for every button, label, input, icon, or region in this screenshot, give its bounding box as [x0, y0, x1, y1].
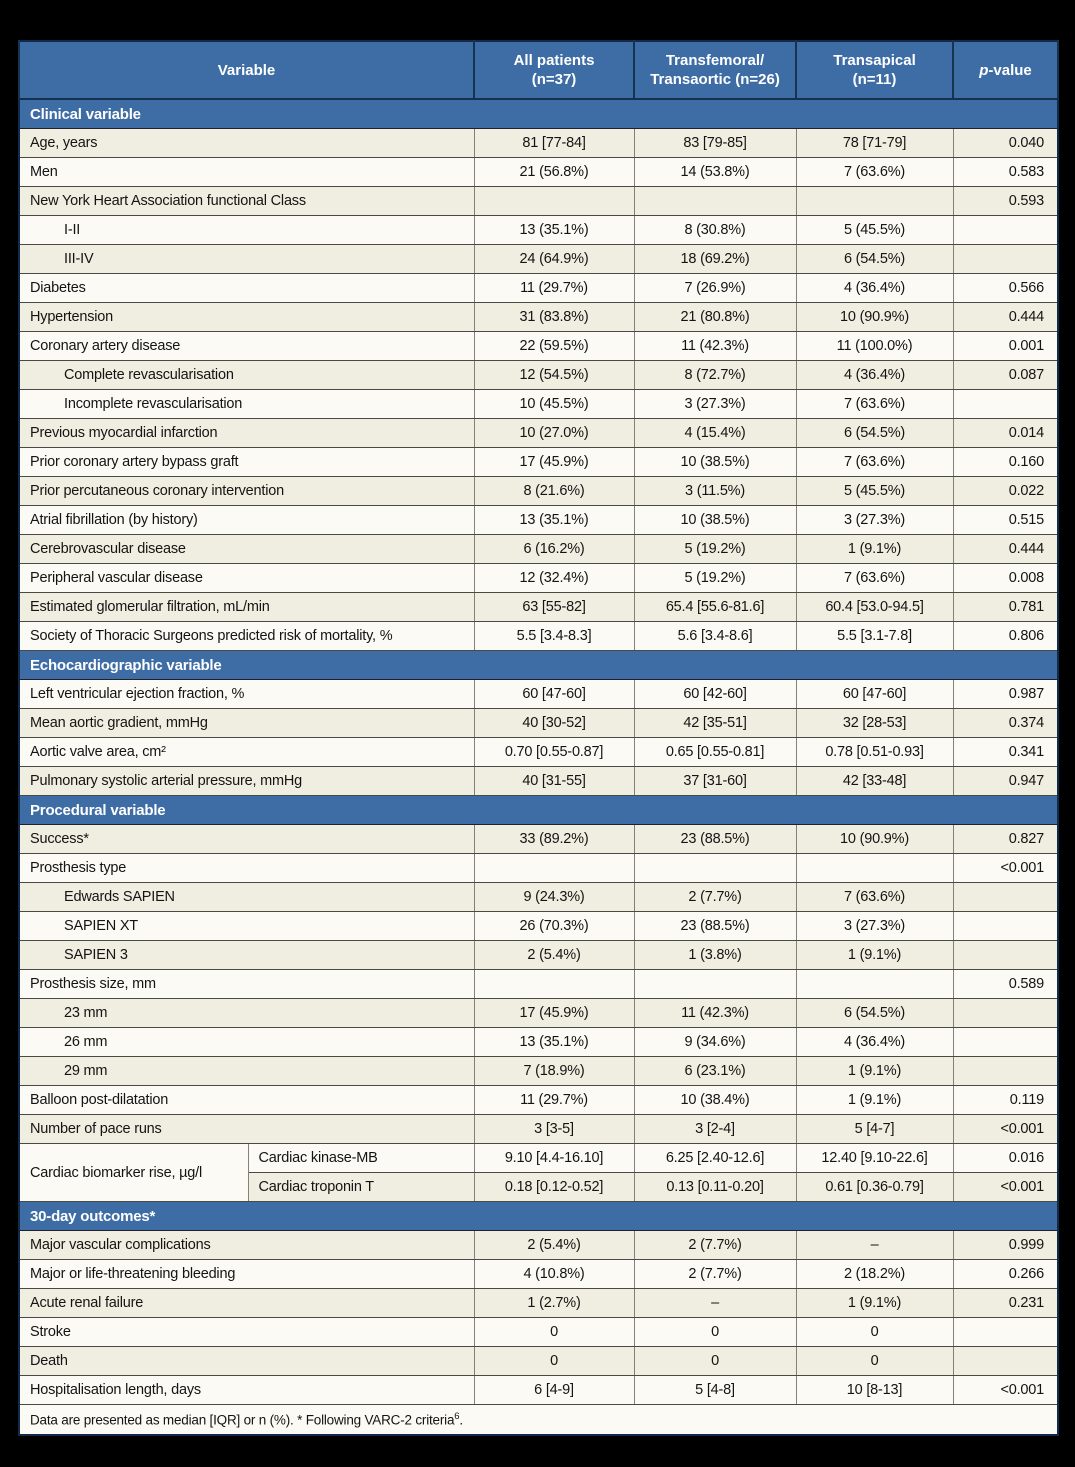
cell-all-patients: 4 (10.8%)	[474, 1260, 634, 1289]
row-label: III-IV	[19, 245, 474, 274]
cell-transfemoral-transaortic: 23 (88.5%)	[634, 825, 796, 854]
table-row	[19, 680, 1058, 709]
row-label: Major or life-threatening bleeding	[19, 1260, 474, 1289]
row-label: Atrial fibrillation (by history)	[19, 506, 474, 535]
cell-p-value	[953, 1347, 1058, 1376]
cell-transfemoral-transaortic: 10 (38.5%)	[634, 506, 796, 535]
cell-transfemoral-transaortic: 23 (88.5%)	[634, 912, 796, 941]
cell-p-value: 0.444	[953, 303, 1058, 332]
cell-transfemoral-transaortic: 0.65 [0.55-0.81]	[634, 738, 796, 767]
section-header: 30-day outcomes*	[19, 1202, 1058, 1231]
cell-all-patients: 7 (18.9%)	[474, 1057, 634, 1086]
cell-transfemoral-transaortic: 3 (11.5%)	[634, 477, 796, 506]
row-label: Acute renal failure	[19, 1289, 474, 1318]
table-row	[19, 883, 1058, 912]
row-label: SAPIEN XT	[19, 912, 474, 941]
row-label: New York Heart Association functional Class	[19, 187, 474, 216]
row-label: Coronary artery disease	[19, 332, 474, 361]
cell-p-value: 0.119	[953, 1086, 1058, 1115]
cell-transapical: 11 (100.0%)	[796, 332, 953, 361]
cell-transapical: 10 (90.9%)	[796, 303, 953, 332]
cell-transapical: 0.61 [0.36-0.79]	[796, 1173, 953, 1202]
cell-transapical: 7 (63.6%)	[796, 390, 953, 419]
column-header-transfemoral-transaortic	[634, 41, 796, 99]
cell-all-patients: 60 [47-60]	[474, 680, 634, 709]
row-label: Edwards SAPIEN	[19, 883, 474, 912]
cell-p-value: 0.160	[953, 448, 1058, 477]
row-label: Cardiac troponin T	[248, 1173, 474, 1202]
cell-all-patients: 13 (35.1%)	[474, 216, 634, 245]
table-row	[19, 303, 1058, 332]
row-label: Prosthesis size, mm	[19, 970, 474, 999]
cell-all-patients: 40 [31-55]	[474, 767, 634, 796]
cell-transfemoral-transaortic: 5.6 [3.4-8.6]	[634, 622, 796, 651]
row-label: Previous myocardial infarction	[19, 419, 474, 448]
row-label: Aortic valve area, cm²	[19, 738, 474, 767]
cell-p-value: 0.583	[953, 158, 1058, 187]
table-body	[19, 99, 1058, 1405]
cell-transapical: 1 (9.1%)	[796, 1057, 953, 1086]
cell-p-value: 0.266	[953, 1260, 1058, 1289]
cell-p-value: 0.987	[953, 680, 1058, 709]
row-label: Age, years	[19, 129, 474, 158]
cell-all-patients	[474, 187, 634, 216]
cell-transfemoral-transaortic: 5 (19.2%)	[634, 564, 796, 593]
table-row	[19, 767, 1058, 796]
header-line: (n=37)	[531, 71, 577, 88]
cell-all-patients: 33 (89.2%)	[474, 825, 634, 854]
cell-transapical	[796, 187, 953, 216]
cell-transapical: 0.78 [0.51-0.93]	[796, 738, 953, 767]
table-row	[19, 129, 1058, 158]
cell-transapical: 2 (18.2%)	[796, 1260, 953, 1289]
cell-p-value: 0.444	[953, 535, 1058, 564]
cell-p-value: <0.001	[953, 1173, 1058, 1202]
row-label: Major vascular complications	[19, 1231, 474, 1260]
cell-p-value: 0.589	[953, 970, 1058, 999]
row-label: Hypertension	[19, 303, 474, 332]
section-header: Echocardiographic variable	[19, 651, 1058, 680]
cell-all-patients	[474, 970, 634, 999]
row-label: Death	[19, 1347, 474, 1376]
table-row	[19, 1318, 1058, 1347]
row-label: Hospitalisation length, days	[19, 1376, 474, 1405]
cell-all-patients: 3 [3-5]	[474, 1115, 634, 1144]
cell-transfemoral-transaortic: 8 (72.7%)	[634, 361, 796, 390]
cell-transfemoral-transaortic: 11 (42.3%)	[634, 332, 796, 361]
header-line: Transfemoral/	[665, 52, 765, 69]
cell-transfemoral-transaortic: 7 (26.9%)	[634, 274, 796, 303]
cell-transfemoral-transaortic: 1 (3.8%)	[634, 941, 796, 970]
cell-transapical: 32 [28-53]	[796, 709, 953, 738]
cell-all-patients: 2 (5.4%)	[474, 941, 634, 970]
cell-all-patients: 31 (83.8%)	[474, 303, 634, 332]
table-footnote	[19, 1405, 1058, 1436]
cell-all-patients: 1 (2.7%)	[474, 1289, 634, 1318]
row-label: 29 mm	[19, 1057, 474, 1086]
row-label: Success*	[19, 825, 474, 854]
cell-p-value	[953, 1318, 1058, 1347]
header-line: Transaortic (n=26)	[650, 71, 780, 88]
cell-all-patients	[474, 854, 634, 883]
cell-p-value: 0.566	[953, 274, 1058, 303]
cell-transapical: 7 (63.6%)	[796, 883, 953, 912]
cell-transapical: 6 (54.5%)	[796, 419, 953, 448]
table-row	[19, 448, 1058, 477]
row-label: Mean aortic gradient, mmHg	[19, 709, 474, 738]
cell-transapical: 0	[796, 1347, 953, 1376]
cell-all-patients: 0	[474, 1347, 634, 1376]
row-label: 26 mm	[19, 1028, 474, 1057]
cell-transfemoral-transaortic: 0.13 [0.11-0.20]	[634, 1173, 796, 1202]
row-label: Men	[19, 158, 474, 187]
cell-transfemoral-transaortic: 60 [42-60]	[634, 680, 796, 709]
table-row	[19, 245, 1058, 274]
table-row	[19, 1057, 1058, 1086]
cell-transapical: 0	[796, 1318, 953, 1347]
cell-p-value: 0.231	[953, 1289, 1058, 1318]
cell-transapical: 3 (27.3%)	[796, 506, 953, 535]
row-label: 23 mm	[19, 999, 474, 1028]
cell-transfemoral-transaortic: 37 [31-60]	[634, 767, 796, 796]
table-row	[19, 1347, 1058, 1376]
cell-transapical	[796, 854, 953, 883]
cell-all-patients: 12 (54.5%)	[474, 361, 634, 390]
row-label: Cardiac kinase-MB	[248, 1144, 474, 1173]
cell-transfemoral-transaortic: –	[634, 1289, 796, 1318]
cell-p-value: 0.040	[953, 129, 1058, 158]
cell-transapical: 3 (27.3%)	[796, 912, 953, 941]
cell-p-value: 0.593	[953, 187, 1058, 216]
cell-transfemoral-transaortic	[634, 854, 796, 883]
table-row	[19, 1376, 1058, 1405]
cell-all-patients: 63 [55-82]	[474, 593, 634, 622]
section-header-row	[19, 651, 1058, 680]
cell-p-value: <0.001	[953, 1115, 1058, 1144]
cell-transfemoral-transaortic: 6 (23.1%)	[634, 1057, 796, 1086]
cell-all-patients: 13 (35.1%)	[474, 1028, 634, 1057]
cell-all-patients: 0	[474, 1318, 634, 1347]
footnote-reference-superscript: 6	[454, 1411, 460, 1423]
table-head	[19, 41, 1058, 99]
cell-transfemoral-transaortic: 42 [35-51]	[634, 709, 796, 738]
row-label: Peripheral vascular disease	[19, 564, 474, 593]
row-label: Estimated glomerular filtration, mL/min	[19, 593, 474, 622]
cell-p-value: 0.827	[953, 825, 1058, 854]
p-value-rest: -value	[988, 61, 1032, 79]
cell-transapical: 12.40 [9.10-22.6]	[796, 1144, 953, 1173]
cell-p-value	[953, 941, 1058, 970]
cell-all-patients: 26 (70.3%)	[474, 912, 634, 941]
section-header: Clinical variable	[19, 99, 1058, 129]
cell-transapical: 1 (9.1%)	[796, 941, 953, 970]
row-label: Diabetes	[19, 274, 474, 303]
cell-all-patients: 9 (24.3%)	[474, 883, 634, 912]
cell-all-patients: 10 (45.5%)	[474, 390, 634, 419]
row-label: Stroke	[19, 1318, 474, 1347]
table-row	[19, 274, 1058, 303]
row-label: Society of Thoracic Surgeons predicted risk of mortality, %	[19, 622, 474, 651]
cell-all-patients: 13 (35.1%)	[474, 506, 634, 535]
cell-all-patients: 11 (29.7%)	[474, 274, 634, 303]
row-group-label: Cardiac biomarker rise, µg/l	[19, 1144, 248, 1202]
table-row	[19, 941, 1058, 970]
column-header-variable	[19, 41, 474, 99]
cell-p-value	[953, 1028, 1058, 1057]
cell-transfemoral-transaortic: 5 [4-8]	[634, 1376, 796, 1405]
section-header: Procedural variable	[19, 796, 1058, 825]
cell-transfemoral-transaortic: 10 (38.4%)	[634, 1086, 796, 1115]
cell-all-patients: 2 (5.4%)	[474, 1231, 634, 1260]
table-row	[19, 1231, 1058, 1260]
table-footnote-row	[19, 1405, 1058, 1436]
cell-transapical: 1 (9.1%)	[796, 1086, 953, 1115]
row-label: Complete revascularisation	[19, 361, 474, 390]
cell-p-value: 0.008	[953, 564, 1058, 593]
cell-transapical: 42 [33-48]	[796, 767, 953, 796]
cell-transapical: 5 (45.5%)	[796, 477, 953, 506]
table-row	[19, 535, 1058, 564]
cell-transfemoral-transaortic: 5 (19.2%)	[634, 535, 796, 564]
cell-transapical: 6 (54.5%)	[796, 245, 953, 274]
cell-p-value	[953, 1057, 1058, 1086]
table-row	[19, 1115, 1058, 1144]
cell-transfemoral-transaortic: 4 (15.4%)	[634, 419, 796, 448]
outcomes-table	[18, 40, 1059, 1436]
cell-transapical: 60 [47-60]	[796, 680, 953, 709]
row-label: Prior coronary artery bypass graft	[19, 448, 474, 477]
cell-p-value: 0.374	[953, 709, 1058, 738]
cell-transapical: –	[796, 1231, 953, 1260]
table-row	[19, 709, 1058, 738]
row-label: Pulmonary systolic arterial pressure, mmHg	[19, 767, 474, 796]
row-label: Number of pace runs	[19, 1115, 474, 1144]
table-row	[19, 593, 1058, 622]
cell-transapical: 1 (9.1%)	[796, 535, 953, 564]
cell-transapical: 4 (36.4%)	[796, 361, 953, 390]
cell-p-value: 0.781	[953, 593, 1058, 622]
cell-all-patients: 22 (59.5%)	[474, 332, 634, 361]
cell-transapical: 6 (54.5%)	[796, 999, 953, 1028]
table-row	[19, 825, 1058, 854]
column-header-transapical	[796, 41, 953, 99]
cell-transfemoral-transaortic: 6.25 [2.40-12.6]	[634, 1144, 796, 1173]
cell-all-patients: 40 [30-52]	[474, 709, 634, 738]
cell-transapical	[796, 970, 953, 999]
cell-all-patients: 17 (45.9%)	[474, 448, 634, 477]
cell-transapical: 10 (90.9%)	[796, 825, 953, 854]
header-line: Transapical	[833, 52, 916, 69]
cell-p-value: <0.001	[953, 1376, 1058, 1405]
cell-transfemoral-transaortic: 3 [2-4]	[634, 1115, 796, 1144]
p-value-italic-p: p	[979, 61, 989, 79]
cell-all-patients: 8 (21.6%)	[474, 477, 634, 506]
cell-transfemoral-transaortic: 8 (30.8%)	[634, 216, 796, 245]
table-row	[19, 564, 1058, 593]
table-row	[19, 738, 1058, 767]
cell-all-patients: 10 (27.0%)	[474, 419, 634, 448]
cell-all-patients: 21 (56.8%)	[474, 158, 634, 187]
footnote-text: Data are presented as median [IQR] or n (%). * Following VARC-2 criteria	[30, 1412, 455, 1428]
cell-transapical: 7 (63.6%)	[796, 564, 953, 593]
table-row	[19, 1086, 1058, 1115]
cell-transfemoral-transaortic	[634, 970, 796, 999]
cell-transapical: 4 (36.4%)	[796, 1028, 953, 1057]
cell-p-value: 0.806	[953, 622, 1058, 651]
table-header-row	[19, 41, 1058, 99]
table-row	[19, 361, 1058, 390]
row-label: SAPIEN 3	[19, 941, 474, 970]
cell-p-value	[953, 216, 1058, 245]
cell-transapical: 1 (9.1%)	[796, 1289, 953, 1318]
row-label: Left ventricular ejection fraction, %	[19, 680, 474, 709]
table-row	[19, 216, 1058, 245]
cell-all-patients: 5.5 [3.4-8.3]	[474, 622, 634, 651]
row-label: Prosthesis type	[19, 854, 474, 883]
table-row	[19, 622, 1058, 651]
table-row	[19, 477, 1058, 506]
cell-transapical: 5 (45.5%)	[796, 216, 953, 245]
section-header-row	[19, 1202, 1058, 1231]
header-line: Variable	[217, 61, 276, 79]
cell-transfemoral-transaortic: 10 (38.5%)	[634, 448, 796, 477]
table-row	[19, 187, 1058, 216]
cell-transapical: 7 (63.6%)	[796, 448, 953, 477]
table-row	[19, 912, 1058, 941]
cell-all-patients: 81 [77-84]	[474, 129, 634, 158]
row-label: Cerebrovascular disease	[19, 535, 474, 564]
cell-transapical: 5 [4-7]	[796, 1115, 953, 1144]
cell-p-value: 0.947	[953, 767, 1058, 796]
cell-transfemoral-transaortic: 21 (80.8%)	[634, 303, 796, 332]
table-row	[19, 158, 1058, 187]
cell-transfemoral-transaortic: 83 [79-85]	[634, 129, 796, 158]
table-row	[19, 332, 1058, 361]
cell-all-patients: 11 (29.7%)	[474, 1086, 634, 1115]
cell-all-patients: 24 (64.9%)	[474, 245, 634, 274]
cell-all-patients: 0.18 [0.12-0.52]	[474, 1173, 634, 1202]
section-header-row	[19, 796, 1058, 825]
row-label: I-II	[19, 216, 474, 245]
cell-p-value: 0.341	[953, 738, 1058, 767]
row-label: Incomplete revascularisation	[19, 390, 474, 419]
cell-p-value	[953, 999, 1058, 1028]
cell-transfemoral-transaortic: 0	[634, 1318, 796, 1347]
cell-transapical: 7 (63.6%)	[796, 158, 953, 187]
cell-all-patients: 6 [4-9]	[474, 1376, 634, 1405]
cell-all-patients: 17 (45.9%)	[474, 999, 634, 1028]
cell-all-patients: 6 (16.2%)	[474, 535, 634, 564]
cell-transapical: 60.4 [53.0-94.5]	[796, 593, 953, 622]
header-line: All patients	[513, 52, 595, 69]
cell-p-value: 0.001	[953, 332, 1058, 361]
cell-transfemoral-transaortic: 2 (7.7%)	[634, 1231, 796, 1260]
header-line: (n=11)	[852, 71, 897, 88]
row-label: Balloon post-dilatation	[19, 1086, 474, 1115]
table-row	[19, 1028, 1058, 1057]
table-row	[19, 419, 1058, 448]
table-row	[19, 970, 1058, 999]
table-row	[19, 999, 1058, 1028]
cell-p-value	[953, 912, 1058, 941]
section-header-row	[19, 99, 1058, 129]
cell-transfemoral-transaortic: 9 (34.6%)	[634, 1028, 796, 1057]
column-header-all-patients	[474, 41, 634, 99]
cell-transfemoral-transaortic: 11 (42.3%)	[634, 999, 796, 1028]
table-row	[19, 390, 1058, 419]
cell-all-patients: 9.10 [4.4-16.10]	[474, 1144, 634, 1173]
cell-transfemoral-transaortic: 14 (53.8%)	[634, 158, 796, 187]
cell-p-value: 0.016	[953, 1144, 1058, 1173]
cell-p-value: 0.022	[953, 477, 1058, 506]
table-row	[19, 1260, 1058, 1289]
cell-transfemoral-transaortic: 2 (7.7%)	[634, 883, 796, 912]
cell-transfemoral-transaortic: 18 (69.2%)	[634, 245, 796, 274]
table-row	[19, 506, 1058, 535]
cell-all-patients: 0.70 [0.55-0.87]	[474, 738, 634, 767]
cell-transfemoral-transaortic	[634, 187, 796, 216]
cell-p-value	[953, 245, 1058, 274]
cell-all-patients: 12 (32.4%)	[474, 564, 634, 593]
column-header-p-value	[953, 41, 1058, 99]
cell-p-value	[953, 883, 1058, 912]
footnote-period: .	[459, 1412, 463, 1428]
row-label: Prior percutaneous coronary intervention	[19, 477, 474, 506]
cell-p-value: 0.515	[953, 506, 1058, 535]
cell-p-value: <0.001	[953, 854, 1058, 883]
table-foot	[19, 1405, 1058, 1436]
cell-transfemoral-transaortic: 3 (27.3%)	[634, 390, 796, 419]
cell-p-value	[953, 390, 1058, 419]
cell-p-value: 0.014	[953, 419, 1058, 448]
cell-transfemoral-transaortic: 2 (7.7%)	[634, 1260, 796, 1289]
cell-transfemoral-transaortic: 0	[634, 1347, 796, 1376]
cell-transapical: 4 (36.4%)	[796, 274, 953, 303]
cell-transfemoral-transaortic: 65.4 [55.6-81.6]	[634, 593, 796, 622]
cell-transapical: 78 [71-79]	[796, 129, 953, 158]
cell-p-value: 0.087	[953, 361, 1058, 390]
table-row	[19, 1144, 1058, 1173]
table-row	[19, 1289, 1058, 1318]
cell-transapical: 5.5 [3.1-7.8]	[796, 622, 953, 651]
table-row	[19, 854, 1058, 883]
cell-p-value: 0.999	[953, 1231, 1058, 1260]
cell-transapical: 10 [8-13]	[796, 1376, 953, 1405]
